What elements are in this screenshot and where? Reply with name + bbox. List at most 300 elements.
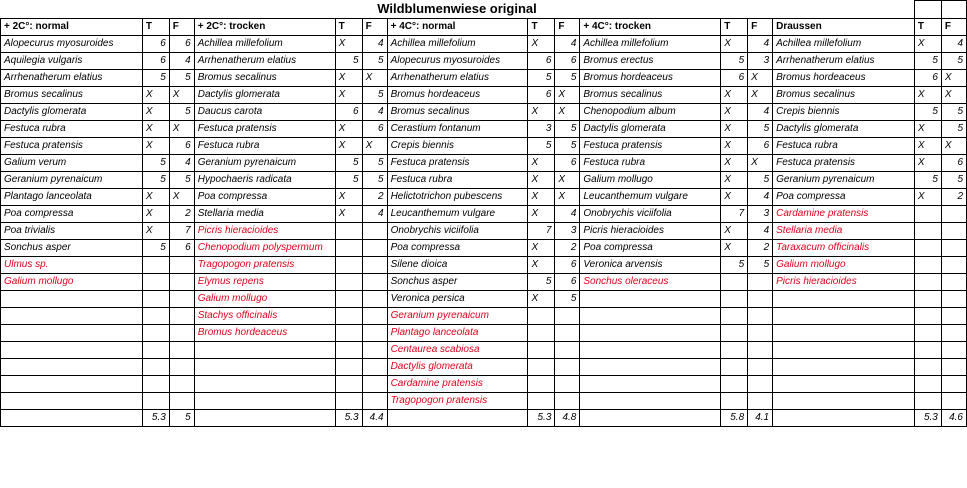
f-value-cell[interactable]: 6 <box>555 53 580 70</box>
empty-cell[interactable] <box>748 342 773 359</box>
f-header[interactable]: F <box>169 19 194 36</box>
empty-cell[interactable] <box>748 308 773 325</box>
empty-cell[interactable] <box>335 359 362 376</box>
species-cell[interactable]: Crepis biennis <box>387 138 528 155</box>
column-header[interactable]: + 2C°: normal <box>1 19 143 36</box>
f-value-cell[interactable]: 6 <box>941 155 966 172</box>
empty-cell[interactable] <box>748 359 773 376</box>
empty-cell[interactable] <box>362 393 387 410</box>
f-value-cell[interactable]: X <box>941 138 966 155</box>
t-value-cell[interactable]: 6 <box>528 53 555 70</box>
t-value-cell[interactable]: X <box>914 138 941 155</box>
t-value-cell[interactable]: X <box>721 36 748 53</box>
species-cell[interactable]: Chenopodium album <box>580 104 721 121</box>
empty-cell[interactable] <box>721 393 748 410</box>
f-value-cell[interactable]: 4 <box>941 36 966 53</box>
empty-cell[interactable] <box>1 308 143 325</box>
f-value-cell[interactable] <box>555 342 580 359</box>
species-cell[interactable]: Stellaria media <box>194 206 335 223</box>
empty-cell[interactable] <box>1 376 143 393</box>
t-value-cell[interactable]: X <box>335 121 362 138</box>
empty-cell[interactable] <box>1 393 143 410</box>
species-cell[interactable]: Geranium pyrenaicum <box>387 308 528 325</box>
empty-cell[interactable] <box>773 410 915 427</box>
f-value-cell[interactable]: X <box>555 172 580 189</box>
f-value-cell[interactable]: 4 <box>362 104 387 121</box>
species-cell[interactable]: Onobrychis viciifolia <box>580 206 721 223</box>
f-value-cell[interactable]: 5 <box>362 87 387 104</box>
species-cell[interactable]: Festuca rubra <box>1 121 143 138</box>
f-value-cell[interactable]: 5 <box>555 70 580 87</box>
t-value-cell[interactable] <box>528 359 555 376</box>
t-value-cell[interactable] <box>142 257 169 274</box>
species-cell[interactable]: Festuca rubra <box>194 138 335 155</box>
species-cell[interactable]: Elymus repens <box>194 274 335 291</box>
t-value-cell[interactable]: X <box>721 121 748 138</box>
mean-f-cell[interactable]: 4.8 <box>555 410 580 427</box>
empty-cell[interactable] <box>721 308 748 325</box>
f-value-cell[interactable]: 4 <box>748 104 773 121</box>
f-value-cell[interactable]: X <box>748 70 773 87</box>
f-value-cell[interactable]: 4 <box>748 223 773 240</box>
species-cell[interactable]: Achillea millefolium <box>194 36 335 53</box>
species-cell[interactable]: Dactylis glomerata <box>773 121 915 138</box>
f-value-cell[interactable] <box>555 376 580 393</box>
f-value-cell[interactable]: 5 <box>362 53 387 70</box>
empty-cell[interactable] <box>1 342 143 359</box>
species-cell[interactable]: Bromus hordeaceus <box>387 87 528 104</box>
empty-cell[interactable] <box>387 410 528 427</box>
mean-t-cell[interactable]: 5.8 <box>721 410 748 427</box>
t-value-cell[interactable] <box>528 376 555 393</box>
empty-cell[interactable] <box>194 376 335 393</box>
t-value-cell[interactable]: X <box>914 87 941 104</box>
empty-cell[interactable] <box>142 376 169 393</box>
species-cell[interactable]: Tragopogon pratensis <box>194 257 335 274</box>
empty-cell[interactable] <box>1 325 143 342</box>
mean-t-cell[interactable]: 5.3 <box>142 410 169 427</box>
f-value-cell[interactable]: 6 <box>555 257 580 274</box>
t-value-cell[interactable]: X <box>721 172 748 189</box>
t-value-cell[interactable]: X <box>335 189 362 206</box>
species-cell[interactable]: Geranium pyrenaicum <box>1 172 143 189</box>
f-value-cell[interactable] <box>362 223 387 240</box>
t-value-cell[interactable]: X <box>142 206 169 223</box>
f-value-cell[interactable]: 5 <box>941 53 966 70</box>
f-value-cell[interactable] <box>941 240 966 257</box>
empty-cell[interactable] <box>721 291 748 308</box>
f-value-cell[interactable]: 5 <box>748 172 773 189</box>
f-value-cell[interactable] <box>941 257 966 274</box>
t-value-cell[interactable]: X <box>142 223 169 240</box>
f-header[interactable]: F <box>362 19 387 36</box>
t-value-cell[interactable] <box>914 240 941 257</box>
species-cell[interactable]: Picris hieracioides <box>580 223 721 240</box>
t-value-cell[interactable]: X <box>528 240 555 257</box>
f-header[interactable]: F <box>941 19 966 36</box>
empty-cell[interactable] <box>773 359 915 376</box>
f-value-cell[interactable]: 3 <box>748 206 773 223</box>
empty-cell[interactable] <box>914 308 941 325</box>
f-value-cell[interactable]: 5 <box>169 172 194 189</box>
species-cell[interactable]: Achillea millefolium <box>773 36 915 53</box>
empty-cell[interactable] <box>335 342 362 359</box>
empty-cell[interactable] <box>142 393 169 410</box>
t-value-cell[interactable]: 5 <box>914 53 941 70</box>
mean-t-cell[interactable]: 5.3 <box>528 410 555 427</box>
species-cell[interactable]: Festuca pratensis <box>387 155 528 172</box>
species-cell[interactable]: Veronica persica <box>387 291 528 308</box>
f-value-cell[interactable]: 4 <box>748 189 773 206</box>
species-cell[interactable]: Bromus erectus <box>580 53 721 70</box>
t-value-cell[interactable] <box>335 240 362 257</box>
t-value-cell[interactable] <box>142 274 169 291</box>
species-cell[interactable]: Poa compressa <box>194 189 335 206</box>
empty-cell[interactable] <box>941 342 966 359</box>
species-cell[interactable]: Stellaria media <box>773 223 915 240</box>
t-value-cell[interactable]: X <box>142 138 169 155</box>
species-cell[interactable]: Galium mollugo <box>580 172 721 189</box>
species-cell[interactable]: Bromus hordeaceus <box>580 70 721 87</box>
t-value-cell[interactable]: X <box>335 70 362 87</box>
f-value-cell[interactable] <box>555 308 580 325</box>
species-cell[interactable]: Stachys officinalis <box>194 308 335 325</box>
t-value-cell[interactable] <box>335 325 362 342</box>
f-value-cell[interactable] <box>362 291 387 308</box>
t-value-cell[interactable]: X <box>528 36 555 53</box>
f-value-cell[interactable]: 4 <box>555 36 580 53</box>
t-value-cell[interactable]: 6 <box>142 53 169 70</box>
f-value-cell[interactable]: X <box>748 155 773 172</box>
empty-cell[interactable] <box>1 291 143 308</box>
species-cell[interactable]: Galium mollugo <box>1 274 143 291</box>
species-cell[interactable]: Crepis biennis <box>773 104 915 121</box>
species-cell[interactable]: Centaurea scabiosa <box>387 342 528 359</box>
column-header[interactable]: + 4C°: normal <box>387 19 528 36</box>
t-value-cell[interactable]: X <box>335 206 362 223</box>
species-cell[interactable]: Leucanthemum vulgare <box>580 189 721 206</box>
f-value-cell[interactable]: 3 <box>555 223 580 240</box>
empty-cell[interactable] <box>941 291 966 308</box>
species-cell[interactable]: Hypochaeris radicata <box>194 172 335 189</box>
species-cell[interactable]: Sonchus oleraceus <box>580 274 721 291</box>
species-cell[interactable]: Bromus secalinus <box>387 104 528 121</box>
f-value-cell[interactable]: 2 <box>748 240 773 257</box>
empty-cell[interactable] <box>748 376 773 393</box>
empty-cell[interactable] <box>362 359 387 376</box>
species-cell[interactable]: Festuca pratensis <box>773 155 915 172</box>
species-cell[interactable]: Aquilegia vulgaris <box>1 53 143 70</box>
species-cell[interactable]: Taraxacum officinalis <box>773 240 915 257</box>
t-value-cell[interactable] <box>914 257 941 274</box>
f-value-cell[interactable]: 6 <box>555 155 580 172</box>
empty-cell[interactable] <box>142 308 169 325</box>
t-header[interactable]: T <box>528 19 555 36</box>
empty-cell[interactable] <box>169 359 194 376</box>
species-cell[interactable]: Bromus hordeaceus <box>194 325 335 342</box>
t-value-cell[interactable]: X <box>528 291 555 308</box>
t-value-cell[interactable]: 6 <box>914 70 941 87</box>
species-cell[interactable]: Tragopogon pratensis <box>387 393 528 410</box>
empty-cell[interactable] <box>142 342 169 359</box>
f-value-cell[interactable] <box>941 274 966 291</box>
mean-f-cell[interactable]: 4.4 <box>362 410 387 427</box>
f-value-cell[interactable] <box>555 359 580 376</box>
t-value-cell[interactable]: X <box>721 240 748 257</box>
t-value-cell[interactable] <box>528 325 555 342</box>
empty-cell[interactable] <box>914 325 941 342</box>
t-value-cell[interactable]: X <box>914 36 941 53</box>
empty-cell[interactable] <box>748 393 773 410</box>
species-cell[interactable]: Festuca pratensis <box>580 138 721 155</box>
f-value-cell[interactable]: 4 <box>169 53 194 70</box>
species-cell[interactable]: Arrhenatherum elatius <box>773 53 915 70</box>
column-header[interactable]: + 2C°: trocken <box>194 19 335 36</box>
t-value-cell[interactable] <box>914 206 941 223</box>
empty-cell[interactable] <box>773 393 915 410</box>
t-value-cell[interactable]: X <box>721 155 748 172</box>
f-value-cell[interactable] <box>169 257 194 274</box>
empty-cell[interactable] <box>914 376 941 393</box>
f-value-cell[interactable]: 5 <box>362 155 387 172</box>
t-value-cell[interactable] <box>335 223 362 240</box>
empty-cell[interactable] <box>169 291 194 308</box>
t-value-cell[interactable]: 5 <box>528 70 555 87</box>
f-header[interactable]: F <box>748 19 773 36</box>
t-value-cell[interactable]: X <box>142 104 169 121</box>
empty-cell[interactable] <box>335 393 362 410</box>
species-cell[interactable]: Achillea millefolium <box>580 36 721 53</box>
f-value-cell[interactable]: X <box>555 87 580 104</box>
f-value-cell[interactable]: 6 <box>748 138 773 155</box>
species-cell[interactable]: Picris hieracioides <box>194 223 335 240</box>
species-cell[interactable]: Poa trivialis <box>1 223 143 240</box>
empty-cell[interactable] <box>580 376 721 393</box>
t-value-cell[interactable] <box>914 223 941 240</box>
species-cell[interactable]: Alopecurus myosuroides <box>1 36 143 53</box>
t-value-cell[interactable] <box>335 308 362 325</box>
t-value-cell[interactable]: X <box>528 104 555 121</box>
f-value-cell[interactable]: 5 <box>555 138 580 155</box>
t-value-cell[interactable]: 7 <box>721 206 748 223</box>
t-value-cell[interactable]: 5 <box>528 274 555 291</box>
t-value-cell[interactable]: X <box>142 121 169 138</box>
f-value-cell[interactable]: 3 <box>748 53 773 70</box>
t-value-cell[interactable]: X <box>721 87 748 104</box>
f-value-cell[interactable]: 5 <box>555 121 580 138</box>
species-cell[interactable]: Cardamine pratensis <box>773 206 915 223</box>
t-value-cell[interactable]: X <box>335 36 362 53</box>
t-value-cell[interactable] <box>528 393 555 410</box>
empty-cell[interactable] <box>914 342 941 359</box>
t-value-cell[interactable]: 6 <box>142 36 169 53</box>
t-header[interactable]: T <box>914 19 941 36</box>
species-cell[interactable]: Festuca rubra <box>387 172 528 189</box>
f-value-cell[interactable]: X <box>169 87 194 104</box>
f-value-cell[interactable] <box>362 308 387 325</box>
species-cell[interactable]: Achillea millefolium <box>387 36 528 53</box>
t-value-cell[interactable]: X <box>528 172 555 189</box>
t-value-cell[interactable]: X <box>914 155 941 172</box>
empty-cell[interactable] <box>1 410 143 427</box>
empty-cell[interactable] <box>941 393 966 410</box>
f-value-cell[interactable]: 6 <box>169 138 194 155</box>
mean-t-cell[interactable]: 5.3 <box>914 410 941 427</box>
t-value-cell[interactable]: 5 <box>914 104 941 121</box>
f-value-cell[interactable]: 5 <box>748 257 773 274</box>
f-value-cell[interactable] <box>941 206 966 223</box>
t-value-cell[interactable]: X <box>914 189 941 206</box>
t-value-cell[interactable] <box>335 274 362 291</box>
species-cell[interactable]: Leucanthemum vulgare <box>387 206 528 223</box>
t-value-cell[interactable] <box>528 342 555 359</box>
species-cell[interactable]: Daucus carota <box>194 104 335 121</box>
species-cell[interactable]: Dactylis glomerata <box>580 121 721 138</box>
t-value-cell[interactable]: 5 <box>721 257 748 274</box>
t-value-cell[interactable]: X <box>721 189 748 206</box>
species-cell[interactable]: Sonchus asper <box>1 240 143 257</box>
empty-cell[interactable] <box>142 359 169 376</box>
empty-cell[interactable] <box>580 291 721 308</box>
species-cell[interactable]: Chenopodium polyspermum <box>194 240 335 257</box>
species-cell[interactable]: Galium mollugo <box>194 291 335 308</box>
t-value-cell[interactable] <box>335 257 362 274</box>
f-value-cell[interactable]: X <box>941 70 966 87</box>
empty-cell[interactable] <box>773 376 915 393</box>
t-value-cell[interactable]: X <box>914 121 941 138</box>
empty-cell[interactable] <box>748 325 773 342</box>
empty-cell[interactable] <box>142 291 169 308</box>
f-value-cell[interactable]: X <box>362 70 387 87</box>
empty-cell[interactable] <box>941 359 966 376</box>
t-value-cell[interactable]: 5 <box>335 172 362 189</box>
species-cell[interactable]: Veronica arvensis <box>580 257 721 274</box>
f-value-cell[interactable]: 5 <box>362 172 387 189</box>
species-cell[interactable]: Cardamine pratensis <box>387 376 528 393</box>
t-value-cell[interactable] <box>721 274 748 291</box>
species-cell[interactable]: Helictotrichon pubescens <box>387 189 528 206</box>
empty-cell[interactable] <box>194 410 335 427</box>
empty-cell[interactable] <box>169 376 194 393</box>
f-value-cell[interactable]: 6 <box>169 36 194 53</box>
t-value-cell[interactable]: 5 <box>142 70 169 87</box>
t-value-cell[interactable]: X <box>528 206 555 223</box>
empty-cell[interactable] <box>335 376 362 393</box>
f-value-cell[interactable]: X <box>169 121 194 138</box>
f-value-cell[interactable]: 2 <box>362 189 387 206</box>
f-value-cell[interactable]: X <box>362 138 387 155</box>
empty-cell[interactable] <box>169 308 194 325</box>
mean-f-cell[interactable]: 5 <box>169 410 194 427</box>
t-value-cell[interactable]: X <box>528 257 555 274</box>
empty-cell[interactable] <box>194 342 335 359</box>
f-value-cell[interactable]: 5 <box>748 121 773 138</box>
empty-cell[interactable] <box>941 308 966 325</box>
t-header[interactable]: T <box>335 19 362 36</box>
f-value-cell[interactable] <box>555 393 580 410</box>
f-value-cell[interactable] <box>362 240 387 257</box>
empty-cell[interactable] <box>914 291 941 308</box>
empty-cell[interactable] <box>748 291 773 308</box>
species-cell[interactable]: Festuca pratensis <box>1 138 143 155</box>
empty-cell[interactable] <box>580 410 721 427</box>
t-value-cell[interactable]: 5 <box>142 172 169 189</box>
f-value-cell[interactable]: 2 <box>555 240 580 257</box>
species-cell[interactable]: Bromus secalinus <box>773 87 915 104</box>
t-value-cell[interactable]: 5 <box>335 155 362 172</box>
empty-cell[interactable] <box>580 393 721 410</box>
species-cell[interactable]: Alopecurus myosuroides <box>387 53 528 70</box>
mean-f-cell[interactable]: 4.6 <box>941 410 966 427</box>
empty-cell[interactable] <box>362 342 387 359</box>
empty-cell[interactable] <box>169 393 194 410</box>
t-value-cell[interactable]: 6 <box>335 104 362 121</box>
column-header[interactable]: + 4C°: trocken <box>580 19 721 36</box>
t-value-cell[interactable]: X <box>721 223 748 240</box>
species-cell[interactable]: Bromus secalinus <box>1 87 143 104</box>
t-value-cell[interactable] <box>914 274 941 291</box>
f-value-cell[interactable]: 5 <box>941 104 966 121</box>
species-cell[interactable]: Geranium pyrenaicum <box>194 155 335 172</box>
f-value-cell[interactable]: X <box>555 189 580 206</box>
empty-cell[interactable] <box>721 359 748 376</box>
f-value-cell[interactable]: X <box>941 87 966 104</box>
species-cell[interactable]: Bromus secalinus <box>580 87 721 104</box>
empty-cell[interactable] <box>580 342 721 359</box>
empty-cell[interactable] <box>914 393 941 410</box>
empty-cell[interactable] <box>1 359 143 376</box>
f-header[interactable]: F <box>555 19 580 36</box>
f-value-cell[interactable]: X <box>748 87 773 104</box>
f-value-cell[interactable]: 5 <box>941 121 966 138</box>
t-value-cell[interactable]: 6 <box>721 70 748 87</box>
empty-cell[interactable] <box>941 325 966 342</box>
species-cell[interactable]: Galium mollugo <box>773 257 915 274</box>
t-value-cell[interactable]: X <box>721 104 748 121</box>
empty-cell[interactable] <box>580 359 721 376</box>
t-value-cell[interactable]: 3 <box>528 121 555 138</box>
species-cell[interactable]: Poa compressa <box>773 189 915 206</box>
f-value-cell[interactable] <box>748 274 773 291</box>
empty-cell[interactable] <box>580 308 721 325</box>
f-value-cell[interactable]: 4 <box>169 155 194 172</box>
species-cell[interactable]: Picris hieracioides <box>773 274 915 291</box>
empty-cell[interactable] <box>362 376 387 393</box>
empty-cell[interactable] <box>941 376 966 393</box>
f-value-cell[interactable] <box>362 274 387 291</box>
f-value-cell[interactable]: 6 <box>555 274 580 291</box>
t-value-cell[interactable]: 5 <box>914 172 941 189</box>
t-value-cell[interactable]: X <box>721 138 748 155</box>
species-cell[interactable]: Bromus secalinus <box>194 70 335 87</box>
f-value-cell[interactable]: 4 <box>555 206 580 223</box>
mean-f-cell[interactable]: 4.1 <box>748 410 773 427</box>
t-value-cell[interactable]: 5 <box>528 138 555 155</box>
f-value-cell[interactable]: 2 <box>169 206 194 223</box>
f-value-cell[interactable]: X <box>169 189 194 206</box>
f-value-cell[interactable]: 5 <box>555 291 580 308</box>
t-value-cell[interactable]: X <box>142 87 169 104</box>
empty-cell[interactable] <box>194 359 335 376</box>
t-value-cell[interactable] <box>528 308 555 325</box>
t-value-cell[interactable]: 6 <box>528 87 555 104</box>
f-value-cell[interactable] <box>362 257 387 274</box>
empty-cell[interactable] <box>773 342 915 359</box>
t-value-cell[interactable] <box>335 291 362 308</box>
species-cell[interactable]: Geranium pyrenaicum <box>773 172 915 189</box>
species-cell[interactable]: Plantago lanceolata <box>387 325 528 342</box>
f-value-cell[interactable] <box>555 325 580 342</box>
